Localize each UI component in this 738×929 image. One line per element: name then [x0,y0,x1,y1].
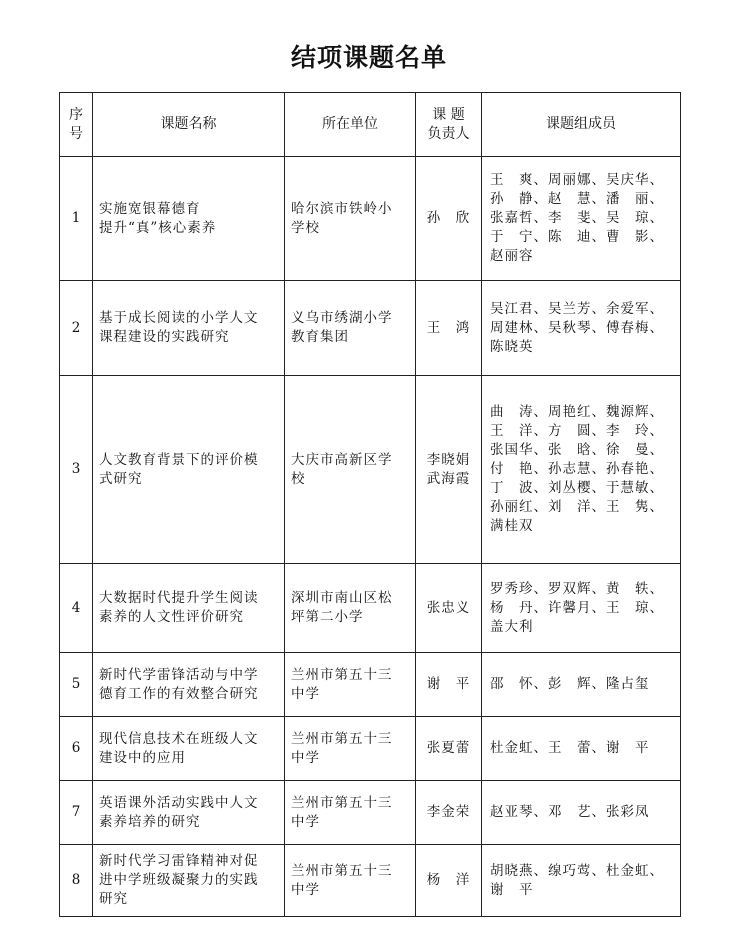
project-topic-line: 式研究 [99,470,143,487]
project-members-line: 盖大利 [490,618,534,635]
header-leader-line: 课 题 [432,106,465,123]
project-members-line: 张嘉哲、李 斐、吴 琼、 [490,210,664,226]
project-unit-line: 兰州市第五十三 [291,666,393,683]
project-topic [93,653,285,717]
table-row [60,653,681,717]
project-members [482,564,681,653]
project-topic-line: 建设中的应用 [99,749,186,766]
project-topic [93,564,285,653]
table-row [60,281,681,376]
project-unit-line: 教育集团 [291,329,349,345]
project-leader-line: 张夏蕾 [426,740,471,756]
project-list-table [59,92,681,917]
project-unit-line: 坪第二小学 [291,609,364,625]
project-unit-line: 兰州市第五十三 [291,862,393,879]
project-members [482,717,681,781]
row-number: 4 [60,564,93,653]
header-members: 课题组成员 [482,93,681,157]
header-number-line: 序 [69,106,83,123]
project-members [482,281,681,376]
project-members-line: 付 艳、孙志慧、孙春艳、 [490,461,664,477]
project-unit-line: 学校 [291,219,320,236]
project-topic-line: 基于成长阅读的小学人文 [99,310,259,326]
project-members-line: 陈晓英 [490,338,534,355]
project-unit [285,281,416,376]
project-leader [416,157,482,281]
header-leader [416,93,482,157]
project-topic-line: 进中学班级凝聚力的实践 [99,872,259,888]
project-unit-line: 兰州市第五十三 [291,794,393,811]
row-number: 7 [60,781,93,845]
project-topic-line: 提升“真”核心素养 [99,219,217,236]
project-topic-line: 人文教育背景下的评价模 [99,451,259,468]
row-number: 1 [60,157,93,281]
project-topic-line: 新时代学雷锋活动与中学 [99,666,259,683]
row-number: 2 [60,281,93,376]
project-members-line: 赵亚琴、邓 艺、张彩凤 [490,804,650,820]
table-row [60,781,681,845]
project-members-line: 曲 涛、周艳红、魏源辉、 [490,404,664,420]
project-topic-line: 素养的人文性评价研究 [99,609,244,625]
project-unit [285,157,416,281]
project-leader-line: 王 鸿 [426,319,471,336]
project-topic-line: 新时代学习雷锋精神对促 [99,853,259,869]
page-title: 结项课题名单 [290,43,447,72]
project-topic-line: 现代信息技术在班级人文 [99,730,259,747]
project-members-line: 杨 丹、许馨月、王 琼、 [490,599,664,616]
project-leader-line: 孙 欣 [426,210,471,226]
project-members-line: 赵丽容 [490,248,534,264]
project-unit-line: 义乌市绣湖小学 [291,310,393,326]
row-number: 8 [60,845,93,917]
project-members-line: 于 宁、陈 迪、曹 影、 [490,229,664,245]
project-members [482,845,681,917]
project-topic [93,281,285,376]
project-unit [285,781,416,845]
table-row [60,845,681,917]
project-topic [93,157,285,281]
project-unit [285,653,416,717]
project-leader [416,564,482,653]
project-unit-line: 深圳市南山区松 [291,590,393,606]
project-members [482,157,681,281]
project-members-line: 王 洋、方 圆、李 玲、 [490,423,664,439]
project-leader [416,376,482,564]
project-topic [93,845,285,917]
project-leader-line: 谢 平 [426,676,471,692]
project-topic-line: 课程建设的实践研究 [99,329,230,345]
project-members-line: 谢 平 [490,881,534,898]
project-leader [416,281,482,376]
project-topic-line: 素养培养的研究 [99,813,201,830]
project-members-line: 吴江君、吴兰芳、余爱军、 [490,300,664,317]
project-unit [285,564,416,653]
project-topic-line: 大数据时代提升学生阅读 [99,590,259,606]
project-members-line: 杜金虹、王 蕾、谢 平 [490,740,650,756]
project-members-line: 周建林、吴秋琴、傅春梅、 [490,319,664,336]
project-unit-line: 中学 [291,881,320,898]
project-members-line: 孙丽红、刘 洋、王 隽、 [490,499,664,515]
project-topic [93,376,285,564]
project-leader-line: 李晓娟 [426,451,471,468]
project-leader-line: 张忠义 [426,599,471,616]
project-topic-line: 德育工作的有效整合研究 [99,685,259,702]
header-topic: 课题名称 [93,93,285,157]
table-row [60,564,681,653]
project-members-line: 丁 波、刘丛樱、于慧敏、 [490,480,664,496]
project-topic [93,781,285,845]
project-members-line: 胡晓燕、缐巧莺、杜金虹、 [490,862,664,879]
project-leader [416,845,482,917]
project-unit-line: 兰州市第五十三 [291,730,393,747]
project-leader-line: 武海霞 [426,470,471,487]
table-row [60,717,681,781]
header-number-line: 号 [69,125,83,142]
project-members-line: 孙 静、赵 慧、潘 丽、 [490,191,664,207]
project-members-line: 邵 怀、彭 辉、隆占玺 [490,676,650,692]
project-members-line: 张国华、张 晗、徐 曼、 [490,442,664,458]
project-leader [416,717,482,781]
project-unit-line: 大庆市高新区学 [291,451,393,468]
project-leader-line: 杨 洋 [426,872,471,888]
row-number: 5 [60,653,93,717]
header-leader-line: 负责人 [427,125,470,142]
project-topic [93,717,285,781]
project-unit-line: 中学 [291,685,320,702]
project-topic-line: 英语课外活动实践中人文 [99,794,259,811]
project-members [482,653,681,717]
project-leader [416,653,482,717]
project-leader-line: 李金荣 [426,804,471,820]
project-members-line: 罗秀珍、罗双辉、黄 轶、 [490,580,664,597]
project-unit-line: 哈尔滨市铁岭小 [291,200,393,217]
project-unit-line: 中学 [291,749,320,766]
project-topic-line: 实施宽银幕德育 [99,200,201,217]
header-number [60,93,93,157]
project-leader [416,781,482,845]
project-members [482,781,681,845]
project-unit [285,845,416,917]
table-row [60,157,681,281]
row-number: 6 [60,717,93,781]
project-unit [285,376,416,564]
project-topic-line: 研究 [99,891,128,907]
project-members [482,376,681,564]
table-header-row [60,93,681,157]
project-members-line: 王 爽、周丽娜、吴庆华、 [490,172,664,188]
header-unit: 所在单位 [285,93,416,157]
project-unit [285,717,416,781]
project-members-line: 满桂双 [490,518,534,534]
row-number: 3 [60,376,93,564]
project-unit-line: 校 [291,470,306,487]
project-unit-line: 中学 [291,813,320,830]
table-row [60,376,681,564]
